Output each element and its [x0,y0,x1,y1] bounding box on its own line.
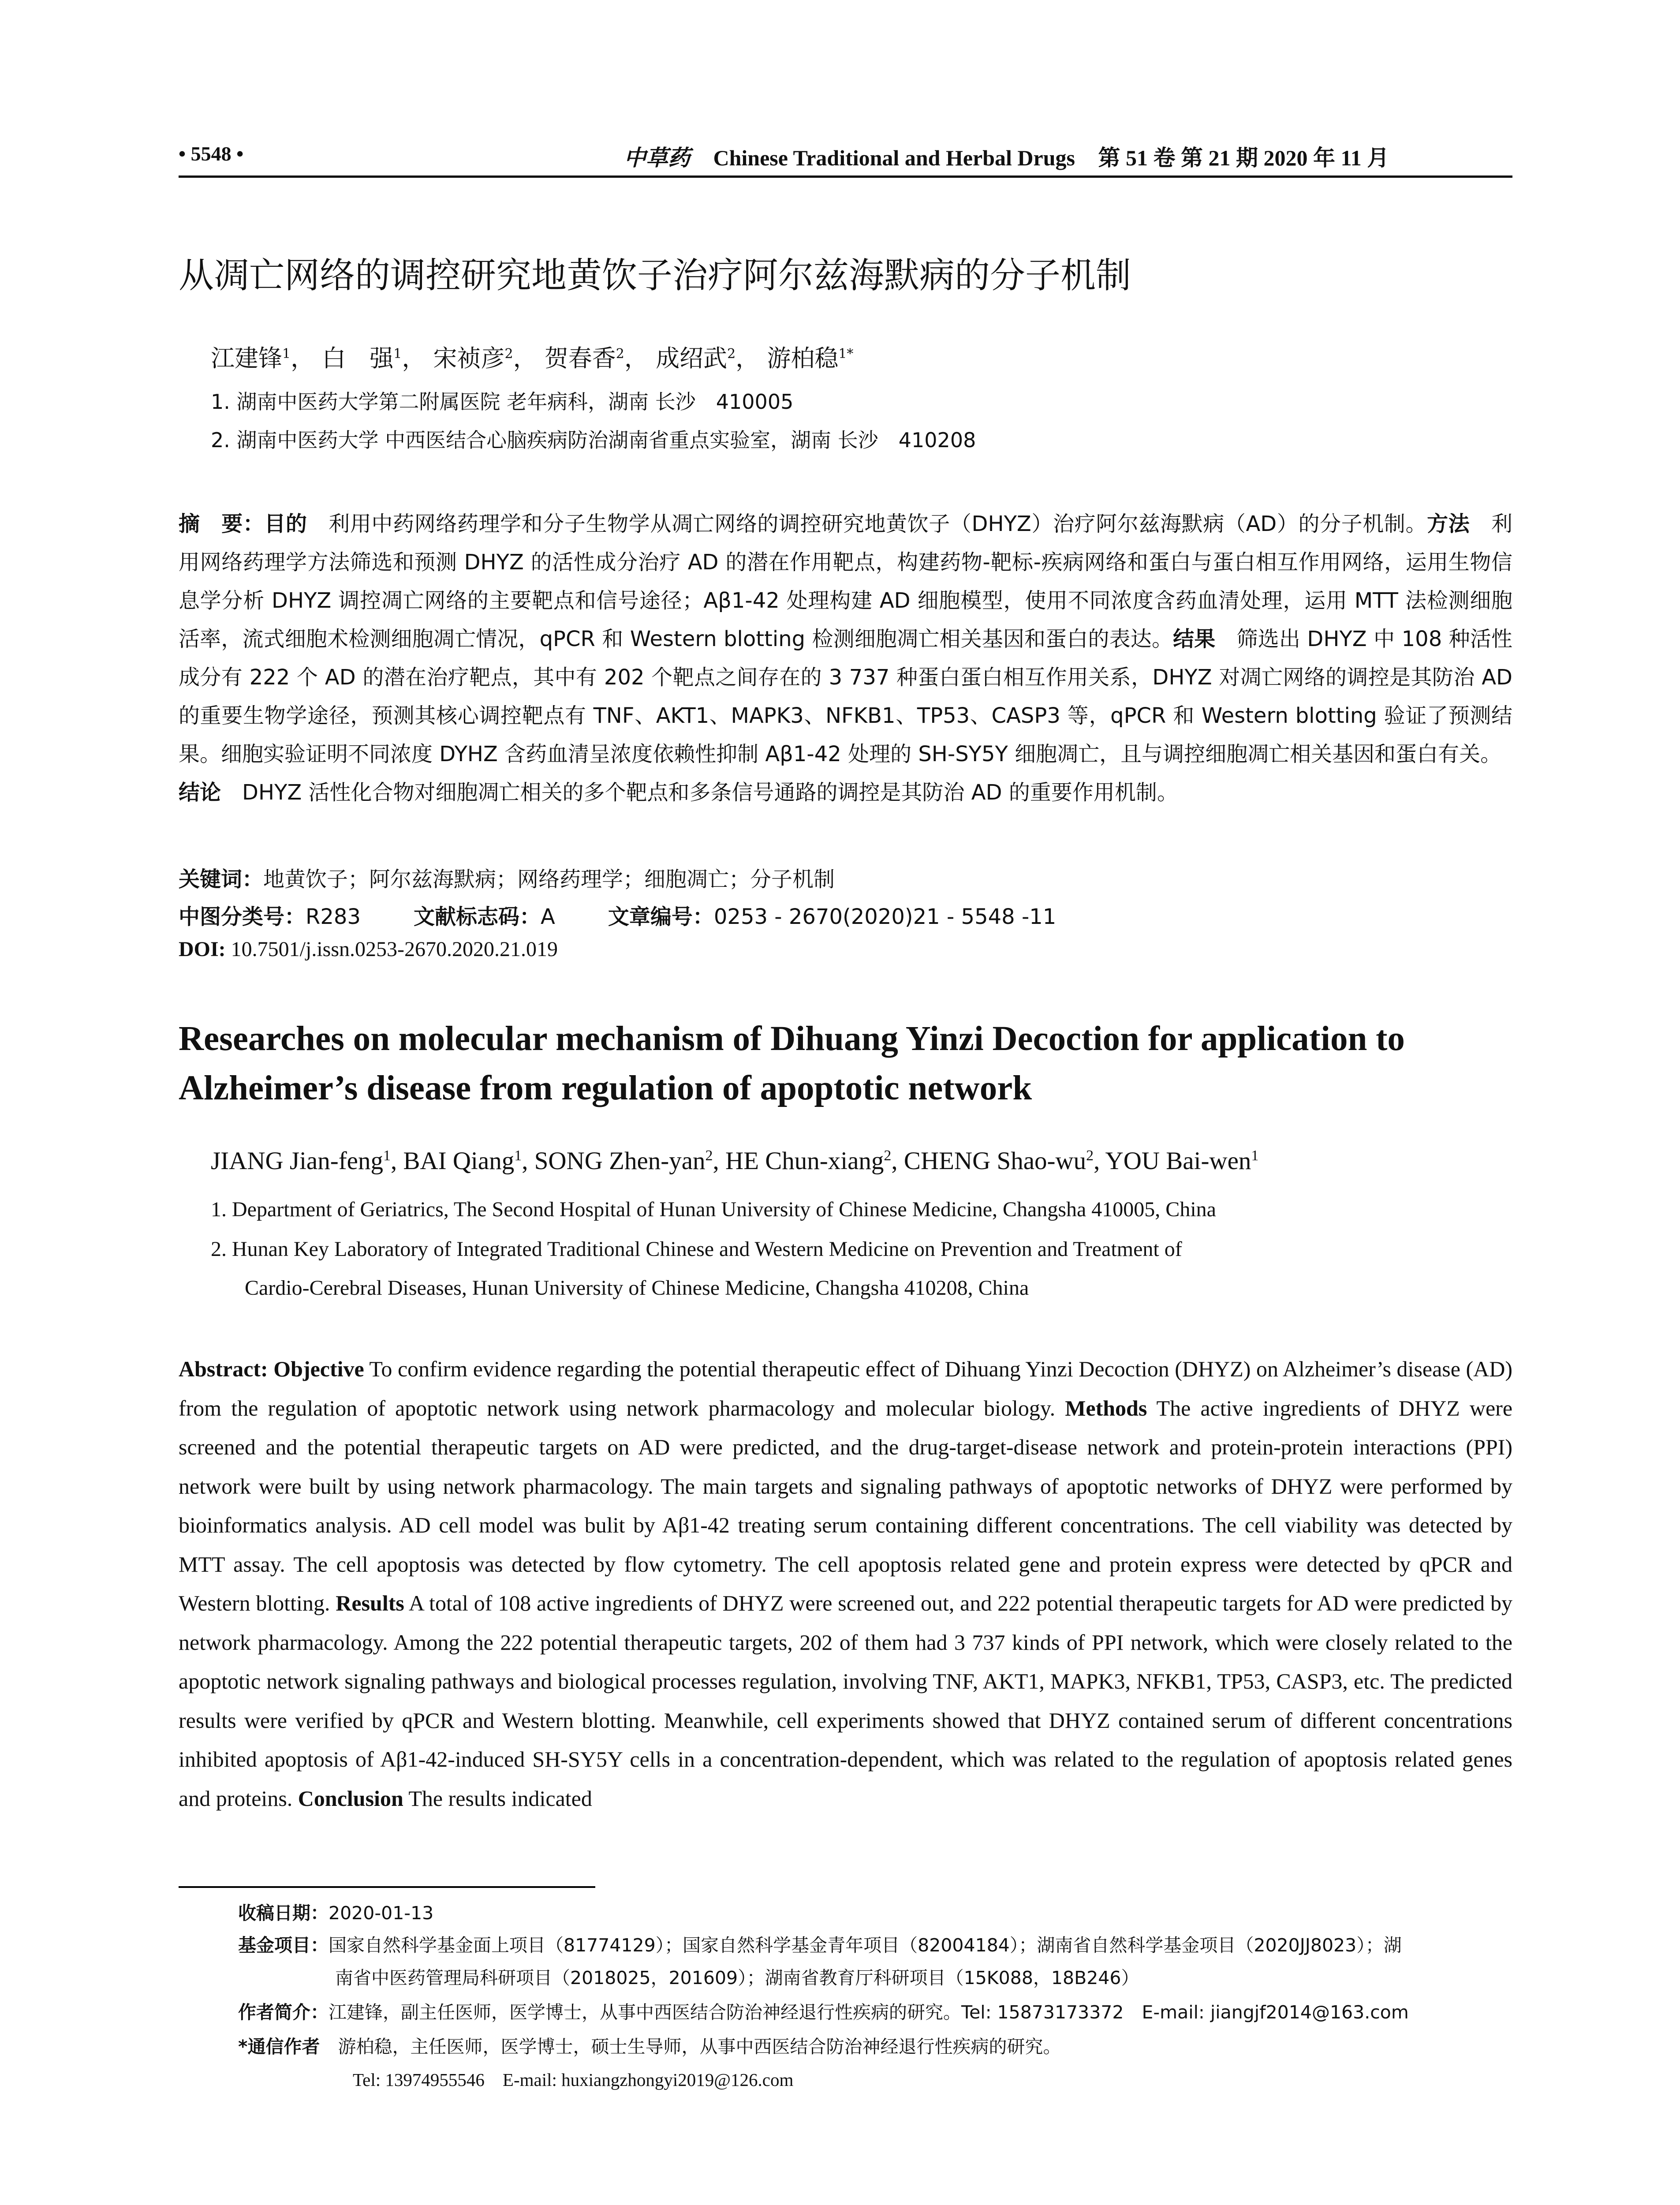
fund-info [238,1931,1402,1957]
journal-name-cn: 中草药 [624,145,690,171]
author-cn: 成绍武 [656,344,728,372]
corresponding-author [238,2032,1061,2058]
doc-code-label: 文献标志码： [413,904,541,929]
classification-label: 中图分类号： [179,904,306,929]
author-affil-sup: 2 [1086,1147,1094,1164]
methods-label: 方法 [1427,512,1470,536]
keywords-text: 地黄饮子；阿尔兹海默病；网络药理学；细胞凋亡；分子机制 [263,867,835,892]
affiliation-cn-2: 2. 湖南中医药大学 中西医结合心脑疾病防治湖南省重点实验室，湖南 长沙 410208 [211,428,976,452]
conclusion-en-text: The results indicated [403,1786,592,1811]
corr-contact: Tel: 13974955546 E-mail: huxiangzhongyi2019@126.com [353,2070,794,2090]
keywords-label: 关键词： [179,867,264,892]
doi-value: 10.7501/j.issn.0253-2670.2020.21.019 [225,938,558,961]
title-en: Researches on molecular mechanism of Dihuang Yinzi Decoction for application to Alzheimer’s disease from regulation of apoptotic network [179,1020,1405,1107]
author-affil-sup: 1 [383,1147,391,1164]
author-cn: 江建锋 [211,344,282,372]
conclusion-label: 结论 [179,780,221,805]
received-date [238,1899,433,1925]
keywords-cn [179,862,835,893]
author-en: BAI Qiang [403,1147,515,1175]
objective-text: 利用中药网络药理学和分子生物学从凋亡网络的调控研究地黄饮子（DHYZ）治疗阿尔兹海默病（AD）的分子机制。 [307,512,1427,536]
results-en-label: Results [336,1591,404,1615]
conclusion-en-label: Conclusion [298,1786,403,1811]
author-bio-label: 作者简介： [238,2002,329,2023]
corr-label: *通信作者 [238,2036,320,2057]
author-affil-sup: 1 [1251,1147,1259,1164]
author-en: HE Chun-xiang [725,1147,884,1175]
author-affil-sup: 2 [705,1147,713,1164]
results-en-text: A total of 108 active ingredients of DHYZ were screened out, and 222 potential therapeutic targets for AD were predicted by network pharmacology. Among the 222 potential therapeutic targets, 202 of them had 3 737 kinds of PPI network, which were closely related to the apoptotic network signaling pathways and biological processes regulation, involving TNF, AKT1, MAPK3, NFKB1, TP53, CASP3, etc. The predicted results were verified by qPCR and Western blotting. Meanwhile, cell experiments showed that DHYZ contained serum of different concentrations inhibited apoptosis of Aβ1-42-induced SH-SY5Y cells in a concentration-dependent, which was related to the regulation of apoptosis related genes and proteins. [179,1591,1512,1811]
authors-cn: 江建锋$^1$， 白 强$^1$， 宋祯彦$^2$， 贺春香$^2$， 成绍武$^2$， 游柏稳$^{1*}$ [211,344,854,372]
article-no-label: 文章编号： [608,904,714,929]
journal-name-en: Chinese Traditional and Herbal Drugs [713,146,1075,170]
author-cn: 宋祯彦 [433,344,505,372]
author-affil-sup: 1 [393,346,402,362]
abstract-cn [179,505,1512,812]
received-label: 收稿日期： [238,1902,329,1924]
objective-en-label: Objective [273,1357,364,1381]
abstract-cn-label: 摘 要： [179,512,265,536]
objective-label: 目的 [264,512,307,536]
doi-label: DOI: [179,938,226,961]
author-cn: 贺春香 [544,344,616,372]
journal-issue: 第 51 卷 第 21 期 2020 年 11 月 [1098,146,1389,170]
author-affil-sup: 1 [282,346,291,362]
author-bio-text: 江建锋，副主任医师，医学博士，从事中西医结合防治神经退行性疾病的研究。Tel: 15873173372 E-mail: jiangjf2014@163.com [329,2002,1409,2023]
journal-line [624,140,1389,172]
received-value: 2020-01-13 [329,1902,434,1924]
author-affil-sup: 2 [616,346,624,362]
abstract-en [179,1349,1512,1818]
author-affil-sup: 2 [727,346,736,362]
author-affil-sup: 2 [884,1147,892,1164]
doi-line [179,937,558,961]
corr-text: 游柏稳，主任医师，医学博士，硕士生导师，从事中西医结合防治神经退行性疾病的研究。 [320,2036,1061,2057]
fund-label: 基金项目： [238,1935,329,1956]
running-header [179,140,1512,178]
methods-en-label: Methods [1065,1395,1147,1420]
author-en: CHENG Shao-wu [903,1147,1086,1175]
author-en: YOU Bai-wen [1105,1147,1251,1175]
author-en: SONG Zhen-yan [534,1147,706,1175]
author-cn: 白 强 [322,344,394,372]
fund-info-cont: 南省中医药管理局科研项目（2018025，201609）；湖南省教育厅科研项目（15K088，18B246） [335,1967,1139,1988]
footnote-divider [179,1886,595,1888]
conclusion-text: DHYZ 活性化合物对细胞凋亡相关的多个靶点和多条信号通路的调控是其防治 AD 的重要作用机制。 [221,780,1178,805]
methods-en-text: The active ingredients of DHYZ were screened and the potential therapeutic targets on AD were predicted, and the drug-target-disease network and protein-protein interactions (PPI) network were built by using network pharmacology. The main targets and signaling pathways of apoptotic networks of DHYZ were performed by bioinformatics analysis. AD cell model was bulit by Aβ1-42 treating serum containing different concentrations. The cell viability was detected by MTT assay. The cell apoptosis was detected by flow cytometry. The cell apoptosis related gene and protein express were detected by qPCR and Western blotting. [179,1395,1513,1615]
results-label: 结果 [1173,627,1216,651]
results-text: 筛选出 DHYZ 中 108 种活性成分有 222 个 AD 的潜在治疗靶点，其中有 202 个靶点之间存在的 3 737 种蛋白蛋白相互作用关系，DHYZ 对凋亡网络的调控是其防治 AD 的重要生物学途径，预测其核心调控靶点有 TNF、AKT1、MAPK3、NFKB1、TP53、CASP3 等，qPCR 和 Western blotting 验证了预测结果。细胞实验证明不同浓度 DYHZ 含药血清呈浓度依赖性抑制 Aβ1-42 处理的 SH-SY5Y 细胞凋亡，且与调控细胞凋亡相关基因和蛋白有关。 [179,627,1512,766]
author-en: JIANG Jian-feng [211,1147,383,1175]
abstract-en-label: Abstract: [179,1357,268,1381]
affiliation-cn-1: 1. 湖南中医药大学第二附属医院 老年病科，湖南 长沙 410005 [211,390,794,414]
affiliation-en-1: 1. Department of Geriatrics, The Second Hospital of Hunan University of Chinese Medicine, Changsha 410005, China [211,1198,1216,1221]
authors-en: JIANG Jian-feng$^1$, BAI Qiang$^1$, SONG Zhen-yan$^2$, HE Chun-xiang$^2$, CHENG Shao-$wu^2$, YOU Bai-wen$^1$ [211,1147,1259,1175]
affiliation-en-2-cont: Cardio-Cerebral Diseases, Hunan University of Chinese Medicine, Changsha 410208, China [245,1276,1029,1300]
affiliation-en-2: 2. Hunan Key Laboratory of Integrated Traditional Chinese and Western Medicine on Prevention and Treatment of [211,1237,1182,1261]
doc-code-value: A [541,904,555,929]
title-cn: 从凋亡网络的调控研究地黄饮子治疗阿尔兹海默病的分子机制 [179,255,1131,296]
article-meta [179,900,1056,930]
author-affil-sup: 2 [504,346,513,362]
author-bio [238,1998,1409,2024]
methods-text: 利用网络药理学方法筛选和预测 DHYZ 的活性成分治疗 AD 的潜在作用靶点，构建药物-靶标-疾病网络和蛋白与蛋白相互作用网络，运用生物信息学分析 DHYZ 调控凋亡网络的主要靶点和信号途径；Aβ1-42 处理构建 AD 细胞模型，使用不同浓度含药血清处理，运用 MTT 法检测细胞活率，流式细胞术检测细胞凋亡情况，qPCR 和 Western blotting 检测细胞凋亡相关基因和蛋白的表达。 [179,512,1512,651]
article-no-value: 0253 - 2670(2020)21 - 5548 -11 [713,904,1057,929]
fund-text-1: 国家自然科学基金面上项目（81774129）；国家自然科学基金青年项目（82004184）；湖南省自然科学基金项目（2020JJ8023）；湖 [329,1935,1402,1956]
page-number: • 5548 • [179,142,244,165]
author-affil-sup: 1 [514,1147,522,1164]
classification-value: R283 [306,904,361,929]
author-affil-sup: 1* [838,346,854,362]
author-cn: 游柏稳 [767,344,839,372]
objective-en-text: To confirm evidence regarding the potential therapeutic effect of Dihuang Yinzi Decoction (DHYZ) on Alzheimer’s disease (AD) from the regulation of apoptotic network using network pharmacology and molecular biology. [179,1357,1512,1420]
